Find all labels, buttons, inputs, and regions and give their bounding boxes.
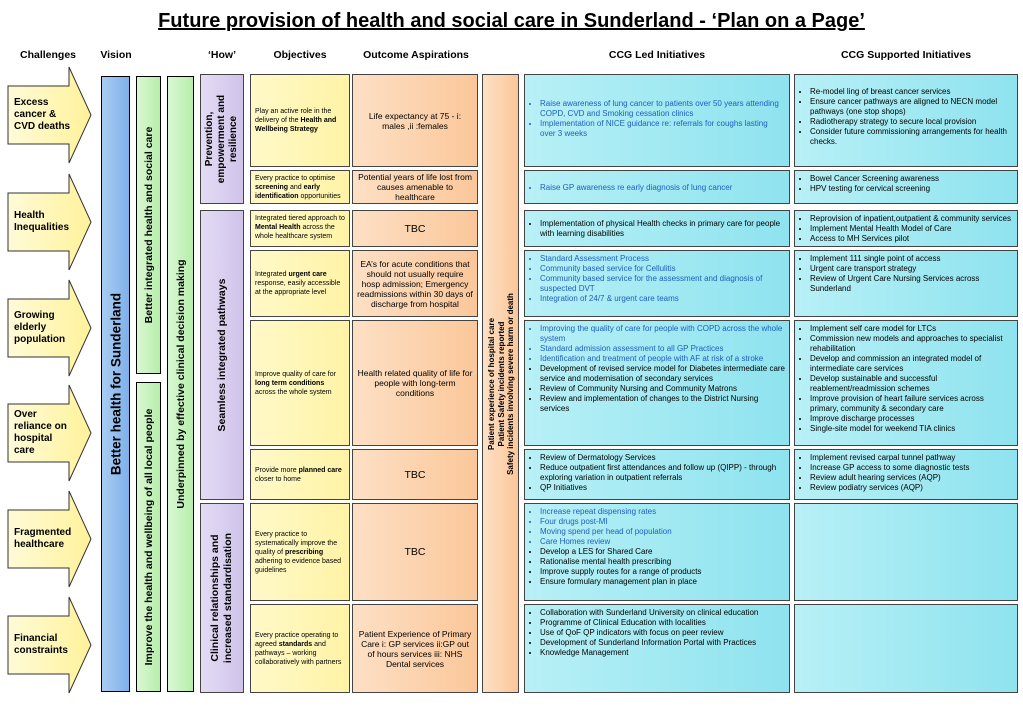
ccg-supported-item: • Commission new models and approaches to specialist rehabilitation [810, 334, 1013, 354]
ccg-led-item: • Development of revised service model for Diabetes intermediate care service and modernisation of secondary services [540, 364, 785, 384]
ccg-led-box [524, 210, 790, 247]
ccg-led-item: • Reduce outpatient first attendances and follow up (QIPP) - through exploring variation in outpatient referrals [540, 463, 785, 483]
ccg-supported-item: • Bowel Cancer Screening awareness [810, 174, 1013, 184]
ccg-led-box [524, 604, 790, 693]
challenge-arrow [7, 596, 92, 694]
ccg-supported-item: • Improve discharge processes [810, 414, 1013, 424]
how-prevention-label: Prevention, empowerment and resilience [204, 94, 239, 184]
page-title: Future provision of health and social care in Sunderland - ‘Plan on a Page’ [158, 10, 865, 32]
ccg-supported-item: • Ensure cancer pathways are aligned to NECN model pathways (one stop shops) [810, 97, 1013, 117]
ccg-supported-item: • Review of Urgent Care Nursing Services across Sunderland [810, 274, 1013, 294]
ccg-supported-item: • HPV testing for cervical screening [810, 184, 1013, 194]
objective-text: Provide more planned care closer to home [255, 466, 342, 483]
side-outcome-box [482, 74, 519, 693]
ccg-led-item: • Ensure formulary management plan in place [540, 577, 785, 587]
outcome-text: TBC [404, 222, 426, 235]
ccg-supported-box [794, 250, 1018, 317]
ccg-supported-item: • Develop sustainable and successful reablement/readmission schemes [810, 374, 1013, 394]
ccg-led-item: • Integration of 24/7 & urgent care teams [540, 294, 785, 304]
ccg-led-item: • Improving the quality of care for people with COPD across the whole system [540, 324, 785, 344]
objective-box [250, 604, 350, 693]
challenge-arrow [7, 173, 92, 271]
ccg-supported-item: • Review adult hearing services (AQP) [810, 473, 1013, 483]
header-outcome-aspirations: Outcome Aspirations [363, 49, 469, 61]
outcome-box [352, 210, 478, 247]
header-ccg-led: CCG Led Initiatives [608, 49, 706, 61]
ccg-led-item: • Programme of Clinical Education with localities [540, 618, 785, 628]
challenge-arrow [7, 384, 92, 482]
ccg-led-item: • Increase repeat dispensing rates [540, 507, 785, 517]
outcome-box [352, 604, 478, 693]
ccg-led-item: • Review of Community Nursing and Community Matrons [540, 384, 785, 394]
ccg-led-item: • Use of QoF QP indicators with focus on peer review [540, 628, 785, 638]
ccg-led-item: • Four drugs post-MI [540, 517, 785, 527]
ccg-led-item: • Care Homes review [540, 537, 785, 547]
outcome-text: TBC [404, 546, 426, 558]
objective-box [250, 250, 350, 317]
ccg-led-item: • Implementation of physical Health checks in primary care for people with learning disabilities [540, 219, 785, 239]
ccg-supported-box [794, 604, 1018, 693]
ccg-led-item: • Raise awareness of lung cancer to patients over 50 years attending COPD, CVD and Smoking cessation clinics [540, 99, 785, 119]
ccg-supported-box [794, 170, 1018, 204]
ccg-supported-item: • Radiotherapy strategy to secure local provision [810, 117, 1013, 127]
challenge-label: Excess cancer & CVD deaths [14, 97, 71, 132]
how-clinical [200, 503, 244, 693]
ccg-supported-item: • Reprovision of inpatient,outpatient & community services [810, 214, 1013, 224]
ccg-supported-item: • Improve provision of heart failure services across primary, community & secondary care [810, 394, 1013, 414]
ccg-supported-item: • Consider future commissioning arrangements for health checks. [810, 127, 1013, 147]
ccg-led-item: • Rationalise mental health prescribing [540, 557, 785, 567]
vision-upper-label: Better integrated health and social care [142, 126, 155, 324]
objective-text: Every practice operating to agreed standards and pathways – working collaboratively with partners [255, 631, 342, 666]
vision-lower-label: Improve the health and wellbeing of all local people [142, 408, 155, 666]
outcome-box [352, 449, 478, 500]
outcome-text: Potential years of life lost from causes amenable to healthcare [358, 172, 472, 202]
challenge-arrow [7, 490, 92, 588]
challenge-label: Over reliance on hospital care [14, 409, 67, 456]
ccg-led-item: • Community based service for Cellulitis [540, 264, 785, 274]
ccg-supported-item: • Review podiatry services (AQP) [810, 483, 1013, 493]
ccg-supported-item: • Urgent care transport strategy [810, 264, 1013, 274]
challenge-label: Fragmented healthcare [14, 527, 72, 550]
vision-main-bar [101, 76, 130, 692]
ccg-led-item: • Development of Sunderland Information Portal with Practices [540, 638, 785, 648]
header-vision: Vision [100, 49, 132, 61]
side-outcome-line-1: Patient experience of hospital care [486, 317, 496, 450]
objective-box [250, 503, 350, 601]
ccg-led-box [524, 170, 790, 204]
outcome-text: EA’s for acute conditions that should not usually require hosp admission; Emergency readmissions within 30 days of discharge from hospital [357, 258, 473, 309]
ccg-supported-item: • Implement self care model for LTCs [810, 324, 1013, 334]
vision-main-label: Better health for Sunderland [108, 292, 123, 476]
objective-text: Integrated tiered approach to Mental Health across the whole healthcare system [255, 215, 345, 240]
vision-lower-bar [136, 382, 161, 692]
ccg-led-item: • Review and implementation of changes to the District Nursing services [540, 394, 785, 414]
ccg-led-item: • Community based service for the assessment and diagnosis of suspected DVT [540, 274, 785, 294]
objective-box [250, 320, 350, 446]
ccg-supported-item: • Re-model ling of breast cancer services [810, 87, 1013, 97]
challenge-label: Growing elderly population [14, 310, 66, 345]
objective-box [250, 74, 350, 167]
ccg-supported-item: • Access to MH Services pilot [810, 234, 1013, 244]
header-objectives: Objectives [273, 49, 327, 61]
ccg-led-box [524, 503, 790, 601]
objective-text: Improve quality of care for long term conditions across the whole system [255, 370, 336, 396]
side-outcome-line-3: Safety incidents involving severe harm or death [505, 292, 515, 475]
outcome-box [352, 170, 478, 204]
objective-text: Every practice to optimise screening and early identification opportunities [255, 175, 341, 200]
ccg-led-box [524, 250, 790, 317]
header-ccg-supported: CCG Supported Initiatives [840, 49, 972, 61]
ccg-led-item: • Collaboration with Sunderland University on clinical education [540, 608, 785, 618]
side-outcome-line-2: Patient Safety incidents reported [495, 321, 505, 446]
how-prevention [200, 74, 244, 204]
objective-box [250, 210, 350, 247]
outcome-text: Life expectancy at 75 - i: males ,ii :females [368, 110, 462, 131]
ccg-supported-item: • Implement revised carpal tunnel pathway [810, 453, 1013, 463]
ccg-led-item: • Identification and treatment of people with AF at risk of a stroke [540, 354, 785, 364]
ccg-supported-box [794, 320, 1018, 446]
ccg-led-item: • Implementation of NICE guidance re: referrals for coughs lasting over 3 weeks [540, 119, 785, 139]
objective-box [250, 449, 350, 500]
header-how: ‘How’ [208, 49, 236, 61]
outcome-box [352, 74, 478, 167]
ccg-led-item: • Improve supply routes for a range of products [540, 567, 785, 577]
ccg-led-item: • Moving spend per head of population [540, 527, 785, 537]
ccg-supported-box [794, 449, 1018, 500]
how-clinical-label: Clinical relationships and increased standardisation [209, 532, 234, 664]
ccg-led-item: • Raise GP awareness re early diagnosis of lung cancer [540, 183, 732, 193]
vision-upper-bar [136, 76, 161, 374]
objective-box [250, 170, 350, 204]
how-seamless [200, 210, 244, 500]
objective-text: Play an active role in the delivery of the Health and Wellbeing Strategy [255, 108, 337, 133]
objective-text: Every practice to systematically improve the quality of prescribing adhering to evidence based guidelines [255, 530, 342, 574]
outcome-text: TBC [404, 468, 426, 481]
ccg-supported-item: • Implement 111 single point of access [810, 254, 1013, 264]
underpinned-label: Underpinned by effective clinical decision making [174, 259, 187, 509]
ccg-led-item: • Develop a LES for Shared Care [540, 547, 785, 557]
outcome-box [352, 320, 478, 446]
outcome-text: Patient Experience of Primary Care i: GP services ii:GP out of hours services iii: NHS Dental services [358, 628, 472, 669]
challenge-arrow [7, 66, 92, 164]
ccg-led-item: • Review of Dermatology Services [540, 453, 785, 463]
outcome-box [352, 503, 478, 601]
challenge-arrow [7, 279, 92, 377]
objective-text: Integrated urgent care response, easily accessible at the appropriate level [255, 271, 341, 296]
ccg-supported-item: • Single-site model for weekend TIA clinics [810, 424, 1013, 434]
challenge-label: Financial constraints [14, 633, 68, 656]
ccg-led-item: • Knowledge Management [540, 648, 785, 658]
ccg-supported-box [794, 74, 1018, 167]
underpinned-bar [167, 76, 194, 692]
ccg-supported-box [794, 210, 1018, 247]
ccg-supported-item: • Implement Mental Health Model of Care [810, 224, 1013, 234]
ccg-led-box [524, 320, 790, 446]
ccg-led-box [524, 449, 790, 500]
ccg-supported-box [794, 503, 1018, 601]
ccg-led-item: • Standard Assessment Process [540, 254, 785, 264]
ccg-supported-item: • Increase GP access to some diagnostic tests [810, 463, 1013, 473]
ccg-supported-item: • Develop and commission an integrated model of intermediate care services [810, 354, 1013, 374]
ccg-led-item: • QP Initiatives [540, 483, 785, 493]
challenge-label: Health Inequalities [14, 210, 70, 233]
ccg-led-box [524, 74, 790, 167]
header-challenges: Challenges [19, 49, 77, 61]
ccg-led-item: • Standard admission assessment to all GP Practices [540, 344, 785, 354]
outcome-text: Health related quality of life for people with long-term conditions [357, 368, 473, 398]
how-seamless-label: Seamless integrated pathways [216, 278, 228, 432]
outcome-box [352, 250, 478, 317]
